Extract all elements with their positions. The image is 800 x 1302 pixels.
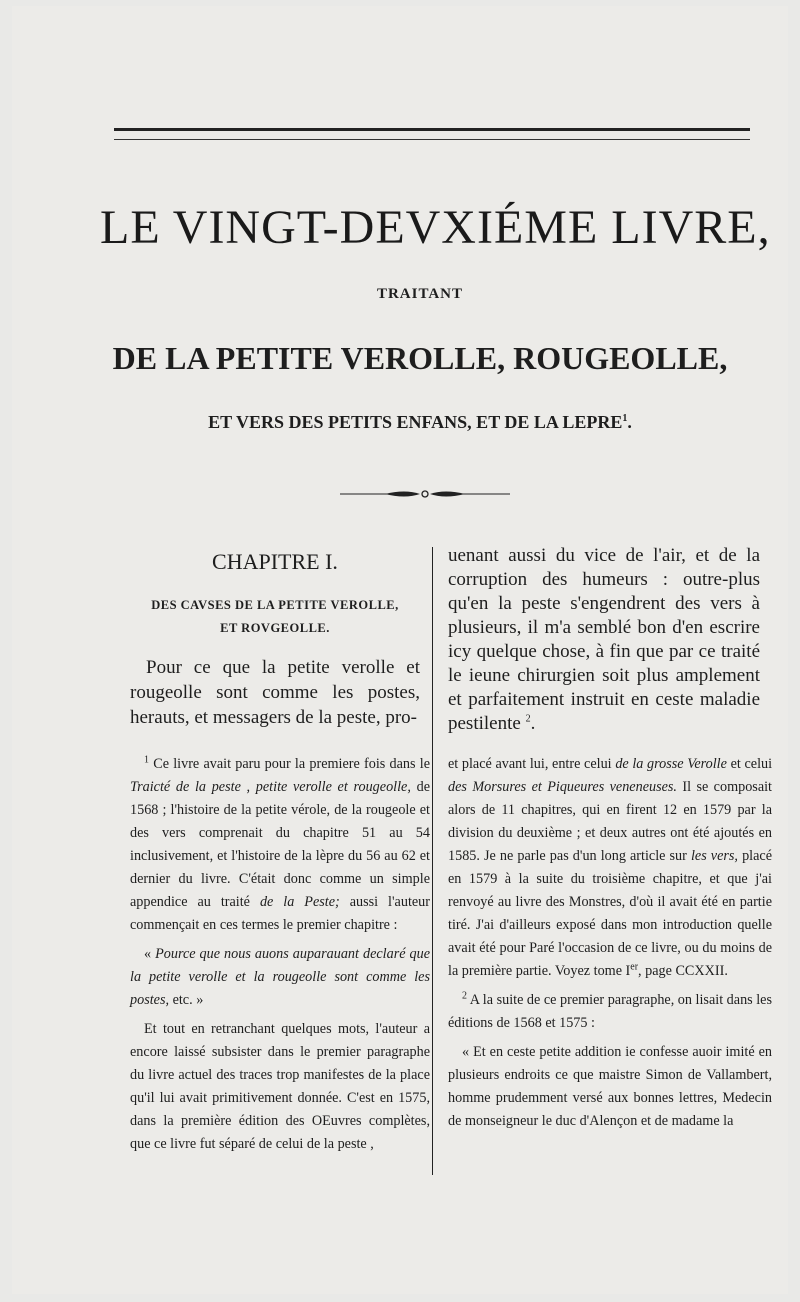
chapter-heading: CHAPITRE I. — [212, 549, 338, 574]
fn1r-text-a: et placé avant lui, entre celui — [448, 756, 612, 772]
fn1r-text-d: placé en 1579 à la suite du troisième chapitre, et que j'ai renvoyé au livre des Monstres, d'où il avait été en partie tiré. J'ai d'ailleurs exposé dans mon introduction quelle avait été pour Paré l'occasion de ce livre, ou du moins de la première partie. Voyez tome I — [448, 848, 772, 979]
fn1r-sup: er — [630, 961, 639, 973]
footnotes-right — [448, 753, 772, 1139]
chapter-subheading-line-2: ET ROVGEOLLE. — [220, 621, 330, 635]
fn1r-italic-3: les vers, — [690, 848, 738, 864]
fn1r-text-b: et celui — [730, 756, 773, 772]
book-title: LE VINGT-DEVXIÉME LIVRE, — [100, 201, 771, 254]
footnote-2-para-1 — [448, 989, 772, 1035]
ornament-divider — [340, 486, 510, 502]
column-divider — [432, 547, 433, 1175]
footnotes-left — [130, 753, 430, 1162]
subtitle2-end: . — [627, 412, 632, 432]
footnote-1-quote-text: Pource que nous auons auparauant declaré que la petite verolle et la rougeolle sont comme les postes, — [130, 946, 431, 1008]
footnote-1-text-b: de 1568 ; l'histoire de la petite vérole, de la rougeole et des vers comprenait du chapitre 51 au 54 inclusivement, et l'histoire de la lèpre du 56 au 62 et dernier du livre. C'était donc comme un simple appendice au traité — [130, 779, 430, 910]
footnote-2-quote: « Et en ceste petite addition ie confesse auoir imité en plusieurs endroits ce que maistre Simon de Vallambert, homme prudemment versé aux bonnes lettres, Medecin de monseigneur le duc d'Alençon et de madame la — [448, 1044, 772, 1129]
main-text-right-body: uenant aussi du vice de l'air, et de la corruption des humeurs : outre-plus qu'en la peste s'engendrent des vers à plusieurs, il m'a semblé bon d'en escrire icy quelque chose, à fin que par ce traité le ieune chirurgien soit plus amplement et parfaitement instruit en ceste maladie pestilente — [448, 545, 760, 734]
chapter-subheading-line-1: DES CAVSES DE LA PETITE VEROLLE, — [151, 598, 399, 612]
footnote-ref-2[interactable]: 2 — [525, 713, 531, 725]
top-rule — [114, 128, 750, 140]
main-text-right-end: . — [530, 713, 536, 734]
footnote-1-text-c: aussi l'auteur commençait en ces termes le premier chapitre : — [130, 894, 431, 933]
footnote-1-italic-2: de la Peste; — [259, 894, 340, 910]
fn1r-text-e: , page CCXXII. — [638, 963, 728, 979]
traitant-label: TRAITANT — [376, 286, 464, 302]
footnote-2-mark: 2 — [462, 990, 467, 1002]
fn1r-text-c: Il se composait alors de 11 chapitres, qui en firent 12 en 1579 par la division du deuxième ; et deux autres ont été ajoutés en 1585. Je ne parle pas d'un long article sur — [448, 779, 772, 864]
footnote-1-quote — [130, 943, 430, 1012]
book-subtitle: DE LA PETITE VEROLLE, ROUGEOLLE, — [112, 340, 728, 376]
footnote-2-text: A la suite de ce premier paragraphe, on lisait dans les éditions de 1568 et 1575 : — [448, 992, 773, 1031]
footnote-ref-1[interactable]: 1 — [622, 413, 628, 424]
footnote-1-continued — [448, 753, 772, 983]
subtitle2-text: ET VERS DES PETITS ENFANS, ET DE LA LEPRE — [208, 412, 623, 432]
footnote-1-text-a: Ce livre avait paru pour la premiere fois dans le — [153, 756, 430, 772]
fn1r-italic-2: des Morsures et Piqueures veneneuses. — [448, 779, 677, 795]
main-text-left: Pour ce que la petite verolle et rougeolle sont comme les postes, herauts, et messagers de la peste, pro- — [130, 657, 420, 728]
footnote-1-italic-1: Traicté de la peste , petite verolle et rougeolle, — [130, 779, 411, 795]
footnote-1-mark: 1 — [144, 754, 149, 766]
quote-open: « — [144, 946, 152, 962]
footnote-1-para-1 — [130, 753, 430, 937]
chapter-subheading — [130, 594, 420, 640]
fn1r-italic-1: de la grosse Verolle — [615, 756, 727, 772]
footnote-1-para-3: Et tout en retranchant quelques mots, l'auteur a encore laissé subsister dans le premier paragraphe du livre actuel des traces trop manifestes de la place qu'il lui avait primitivement donnée. C'est en 1575, dans la première édition des OEuvres complètes, que ce livre fut séparé de celui de la peste , — [130, 1021, 430, 1152]
main-text-right — [448, 544, 760, 736]
book-subtitle-2 — [100, 412, 740, 433]
quote-close: etc. » — [172, 992, 204, 1008]
